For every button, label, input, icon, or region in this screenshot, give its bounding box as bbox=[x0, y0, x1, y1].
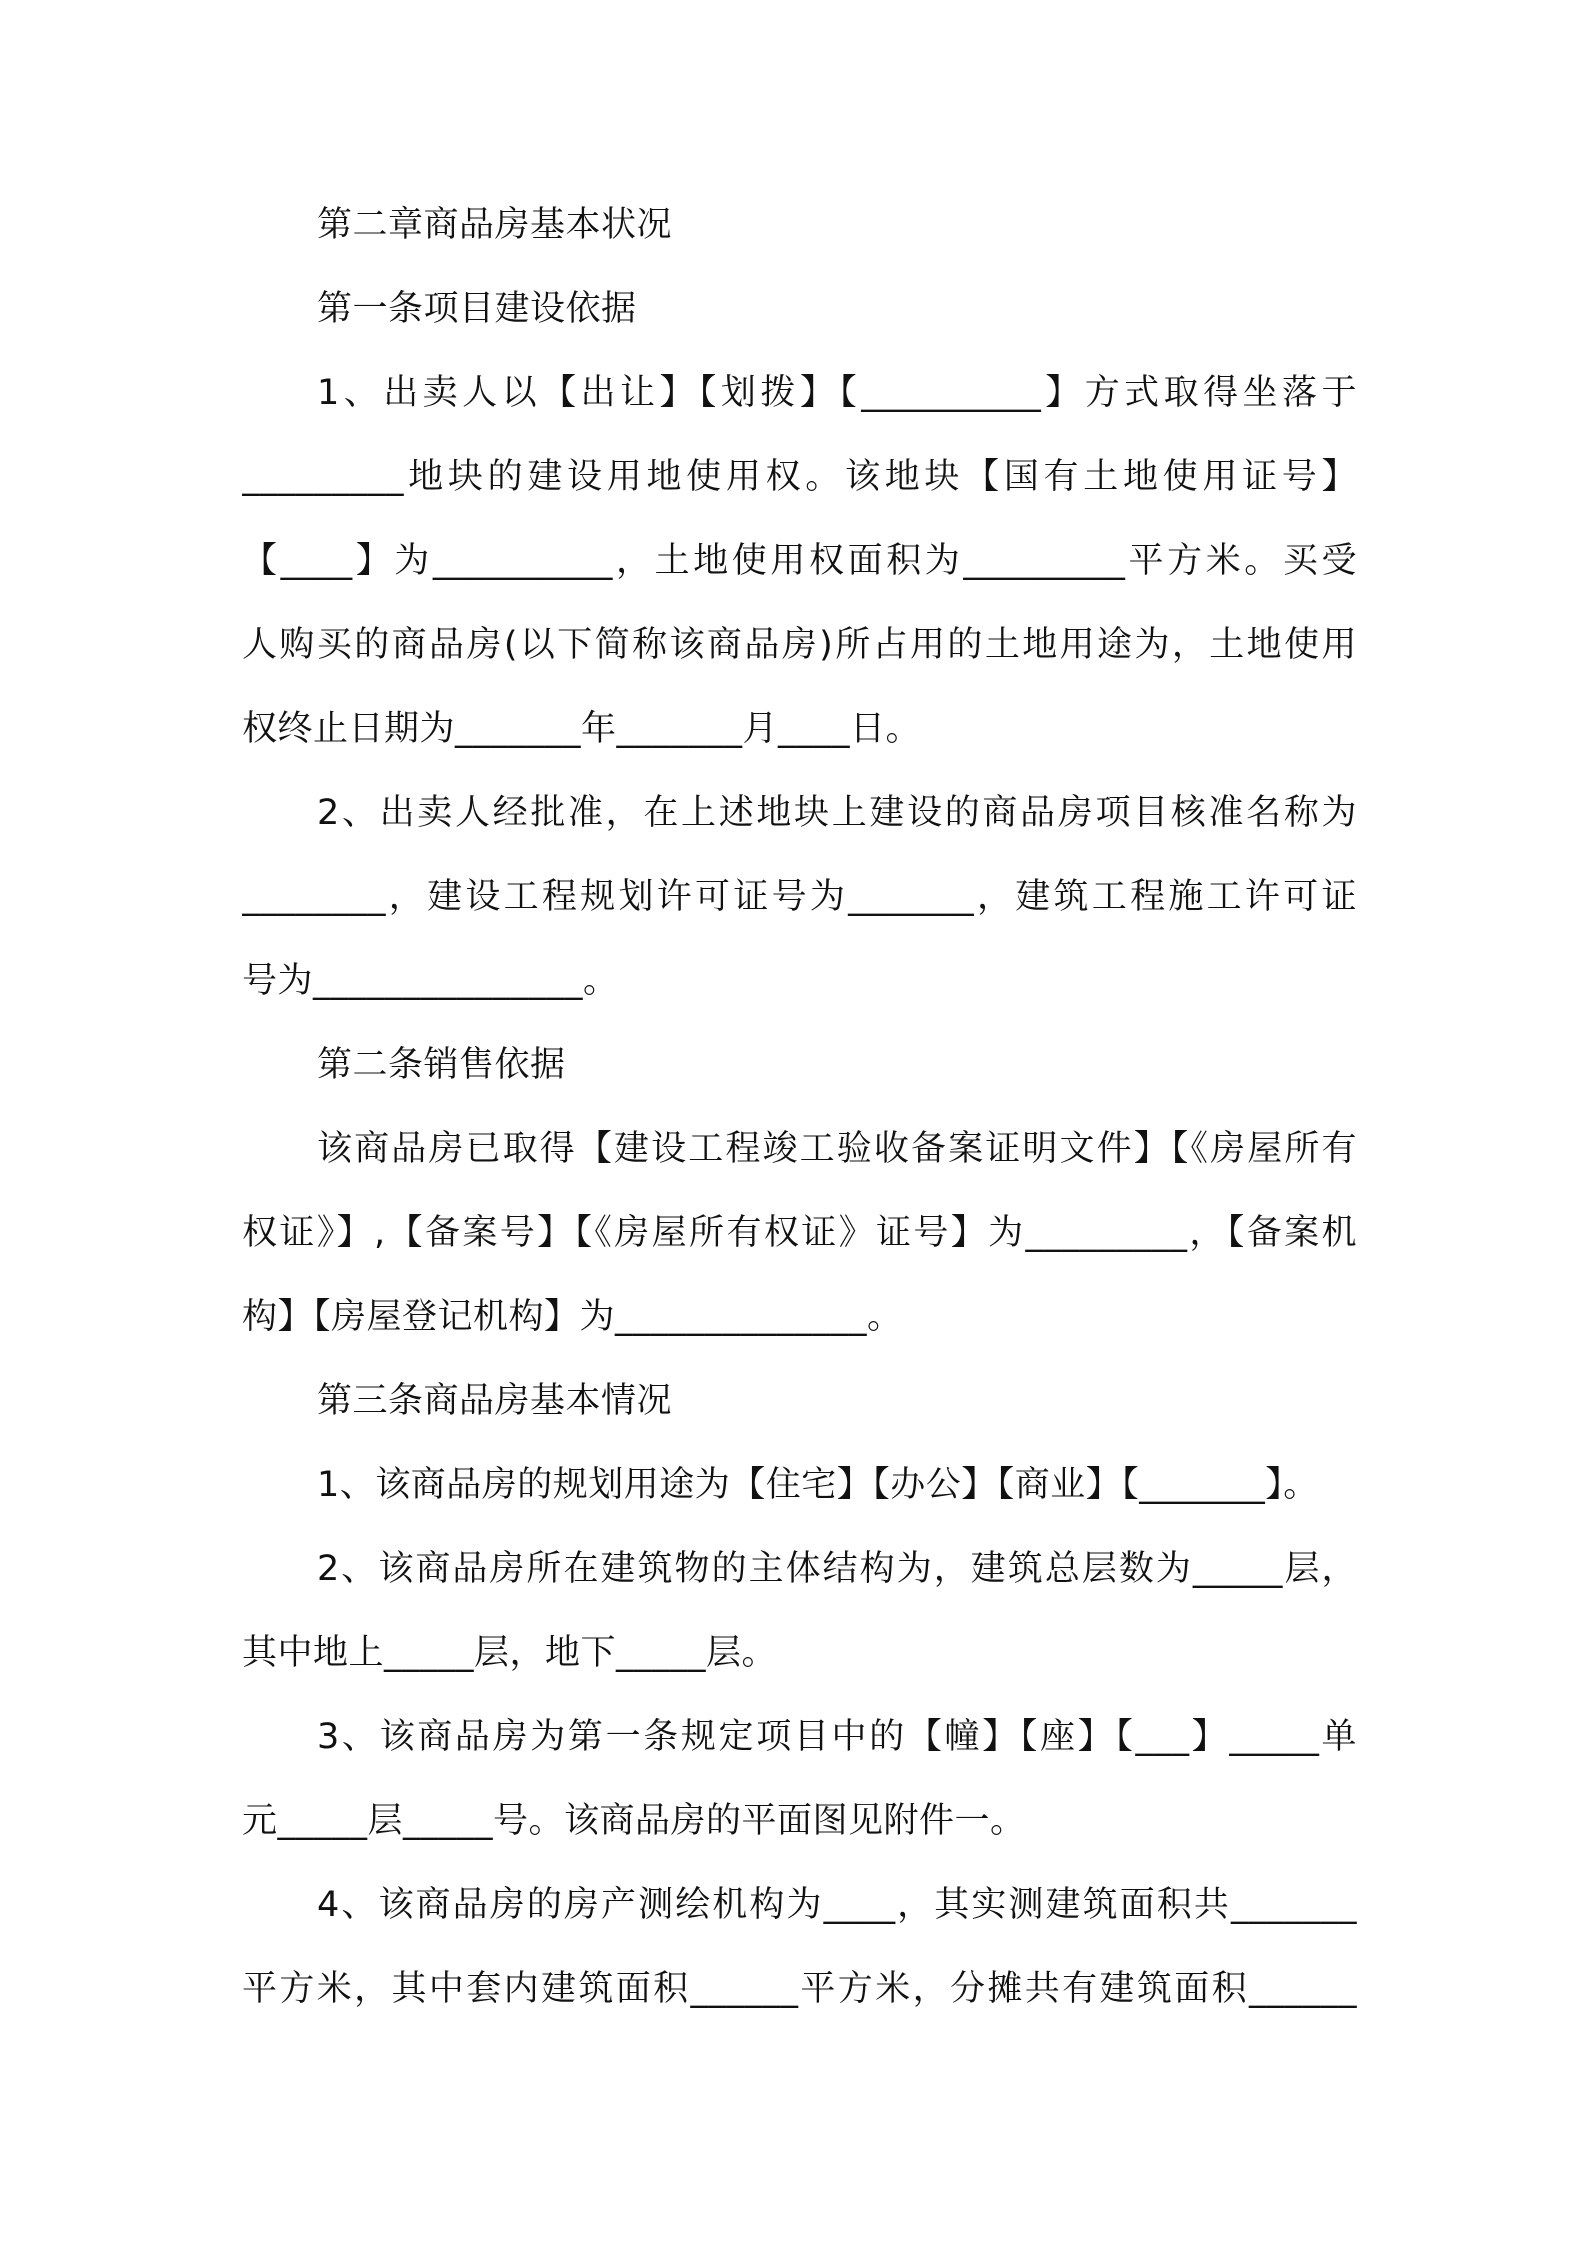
paragraph-line: 该商品房已取得【建设工程竣工验收备案证明文件】【《房屋所有 bbox=[317, 1129, 1357, 1169]
paragraph-line: 1、该商品房的规划用途为【住宅】【办公】【商业】【_______】。 bbox=[317, 1465, 1319, 1505]
paragraph-line: 3、该商品房为第一条规定项目中的【幢】【座】【___】_____单 bbox=[317, 1717, 1357, 1757]
paragraph-line: 【____】为__________，土地使用权面积为_________平方米。买受 bbox=[242, 541, 1357, 581]
article-2-heading: 第二条销售依据 bbox=[317, 1045, 566, 1085]
paragraph-line: 号为_______________。 bbox=[242, 961, 619, 1001]
article-1-heading: 第一条项目建设依据 bbox=[317, 289, 637, 329]
paragraph-line: 权终止日期为_______年_______月____日。 bbox=[242, 709, 922, 749]
paragraph-line: _________地块的建设用地使用权。该地块【国有土地使用证号】 bbox=[242, 457, 1357, 497]
paragraph-line: ________，建设工程规划许可证号为_______，建筑工程施工许可证 bbox=[242, 877, 1357, 917]
paragraph-line: 其中地上_____层，地下_____层。 bbox=[242, 1633, 778, 1673]
paragraph-line: 人购买的商品房(以下简称该商品房)所占用的土地用途为，土地使用 bbox=[242, 625, 1357, 665]
paragraph-line: 构】【房屋登记机构】为______________。 bbox=[242, 1297, 903, 1337]
paragraph-line: 2、该商品房所在建筑物的主体结构为，建筑总层数为_____层， bbox=[317, 1549, 1357, 1589]
paragraph-line: 权证》】,【备案号】【《房屋所有权证》证号】为_________，【备案机 bbox=[242, 1213, 1357, 1253]
paragraph-line: 4、该商品房的房产测绘机构为____，其实测建筑面积共_______ bbox=[317, 1885, 1357, 1925]
paragraph-line: 2、出卖人经批准，在上述地块上建设的商品房项目核准名称为 bbox=[317, 793, 1357, 833]
paragraph-line: 元_____层_____号。该商品房的平面图见附件一。 bbox=[242, 1801, 1026, 1841]
article-3-heading: 第三条商品房基本情况 bbox=[317, 1381, 673, 1421]
chapter-title: 第二章商品房基本状况 bbox=[317, 205, 673, 245]
paragraph-line: 1、出卖人以【出让】【划拨】【__________】方式取得坐落于 bbox=[317, 373, 1357, 413]
paragraph-line: 平方米，其中套内建筑面积______平方米，分摊共有建筑面积______ bbox=[242, 1969, 1357, 2009]
